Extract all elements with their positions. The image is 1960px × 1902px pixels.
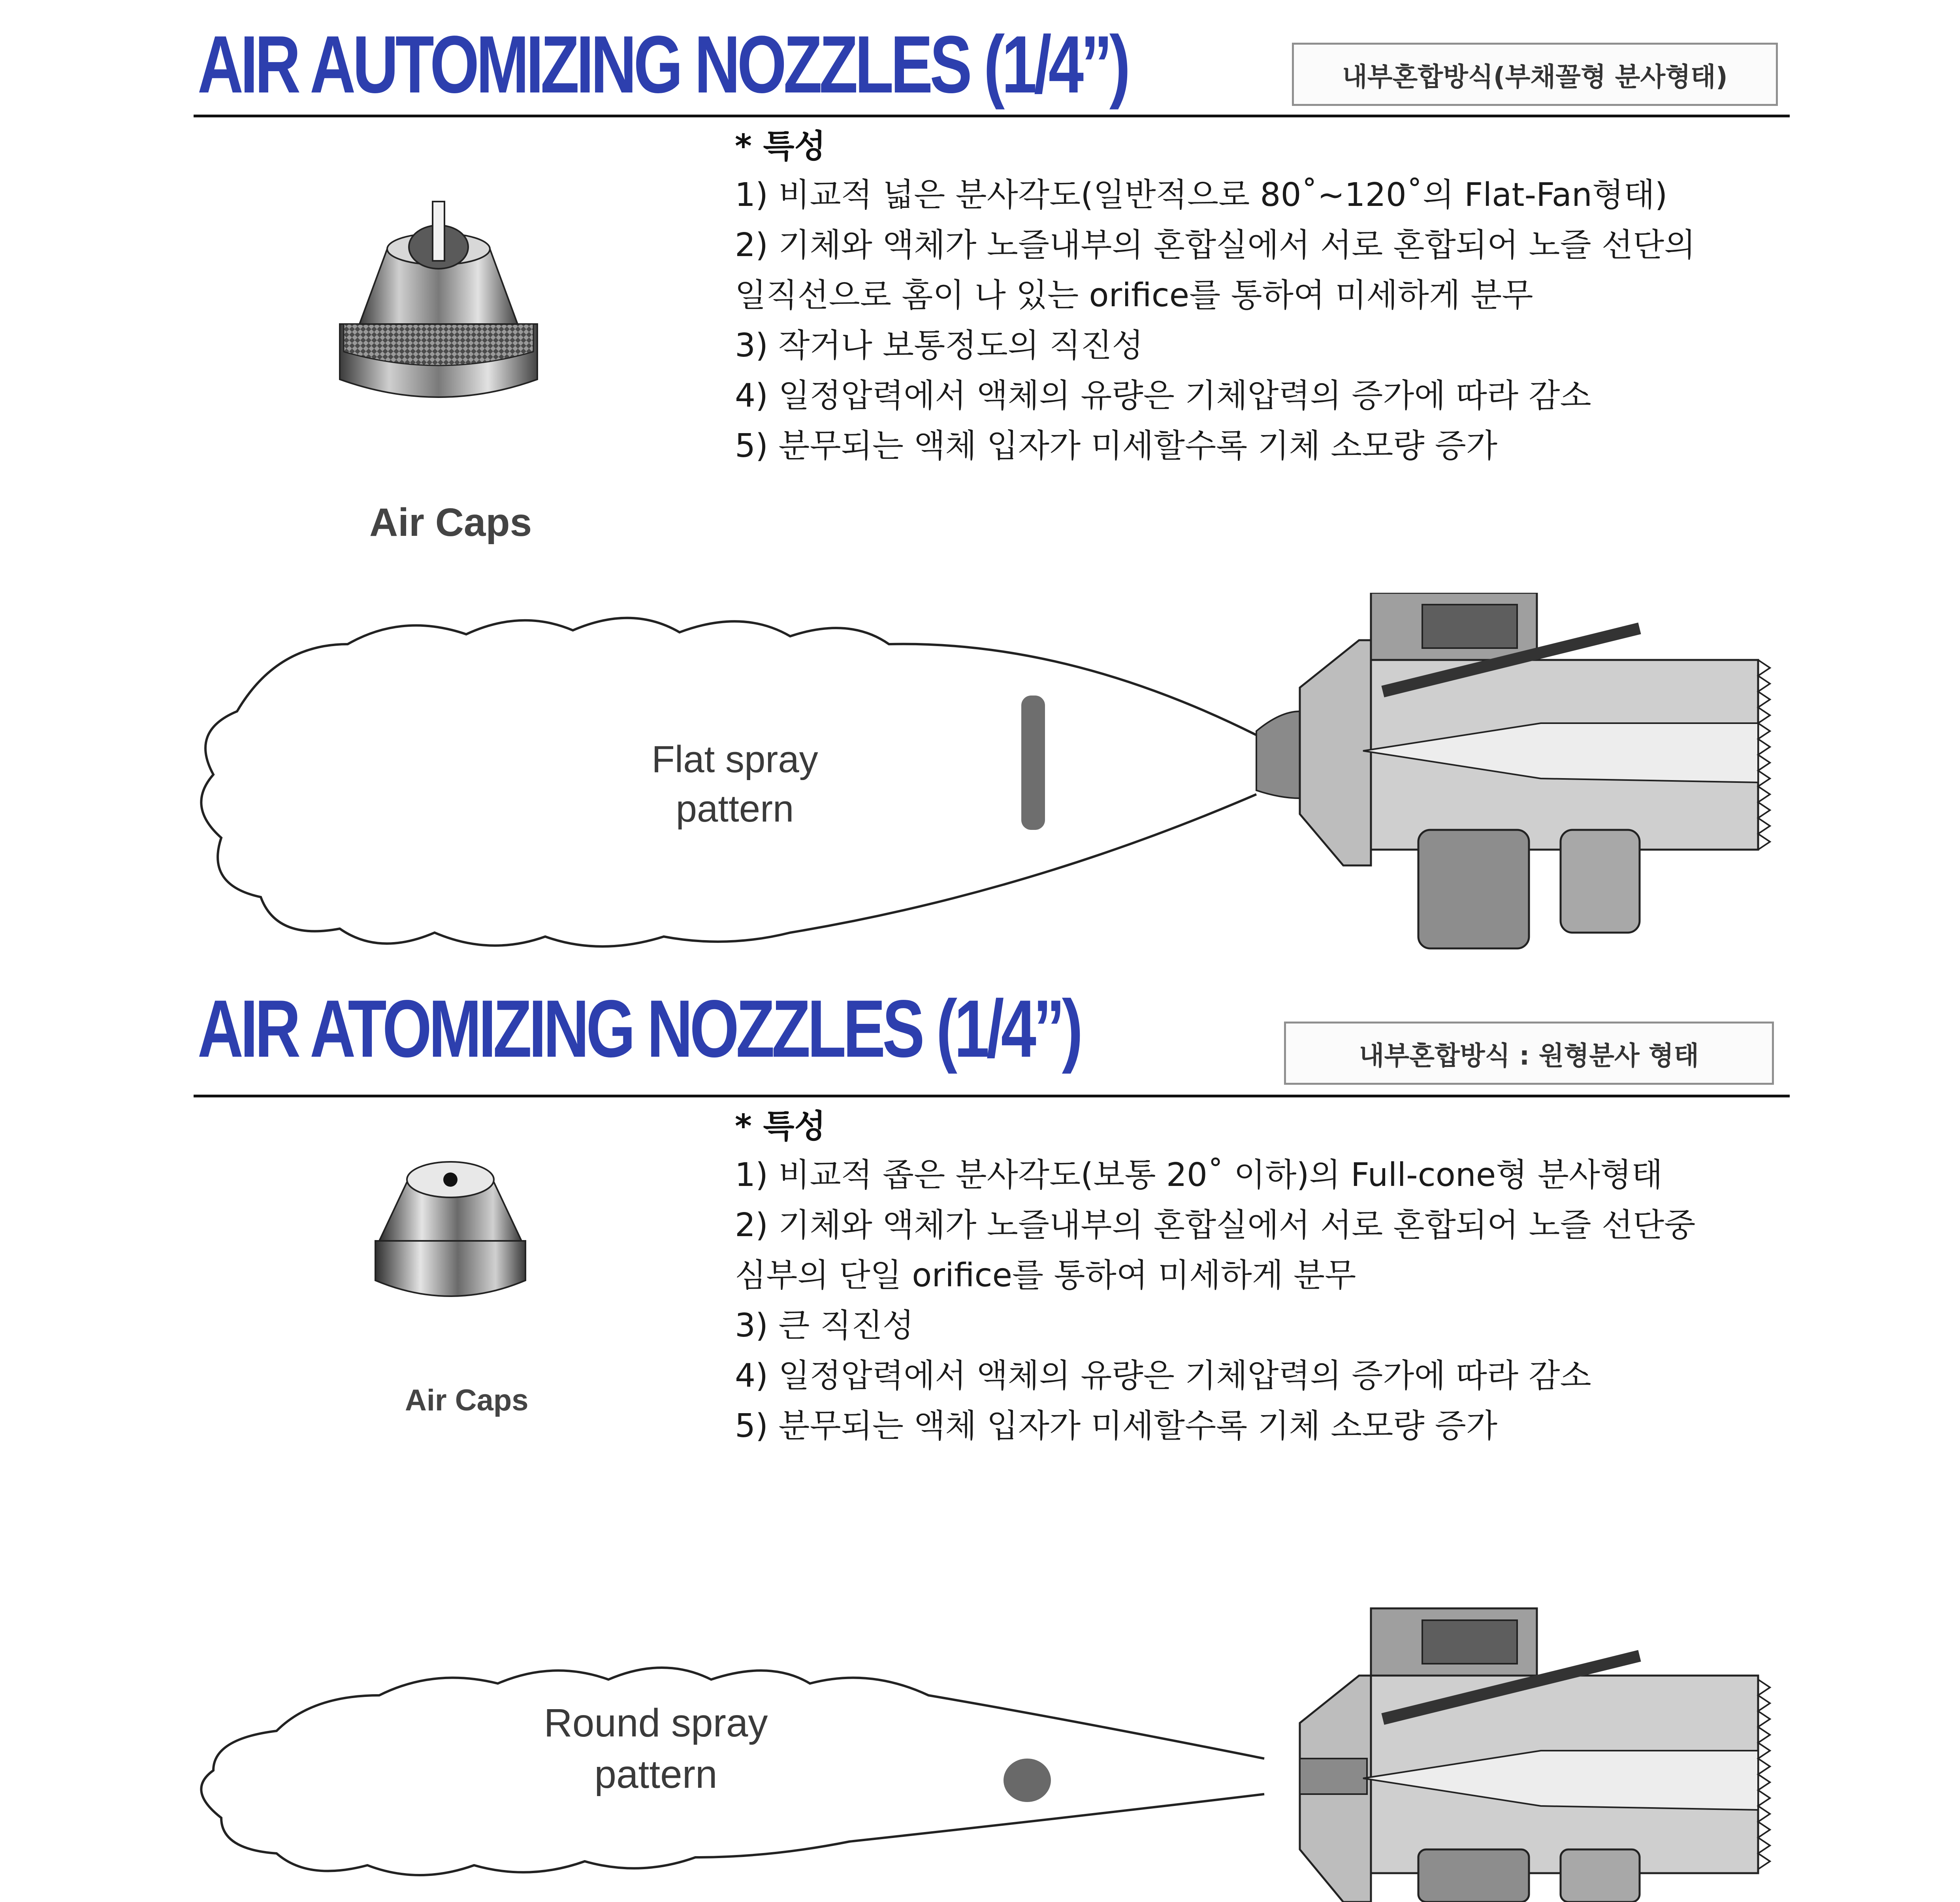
spray-pattern-label: [525, 1697, 786, 1800]
feature-item: 1) 비교적 넓은 분사각도(일반적으로 80˚~120˚의 Flat-Fan형태): [735, 176, 1668, 214]
air-cap-flat-illustration: [316, 194, 561, 439]
mixing-type-badge: 내부혼합방식(부채꼴형 분사형태): [1292, 43, 1778, 106]
flat-spray-outline: [0, 593, 1960, 964]
heading-divider: [194, 1095, 1790, 1097]
feature-item: 4) 일정압력에서 액체의 유량은 기체압력의 증가에 따라 감소: [735, 1357, 1591, 1395]
spray-label-line1: Round spray: [544, 1701, 768, 1745]
features-list: [735, 1150, 1762, 1451]
air-caps-label: Air Caps: [405, 1384, 529, 1417]
feature-item: 5) 분무되는 액체 입자가 미세할수록 기체 소모량 증가: [735, 1407, 1498, 1445]
spray-label-line2: pattern: [594, 1752, 717, 1796]
section-heading: AIR ATOMIZING NOZZLES (1/4”): [198, 983, 1080, 1074]
round-nozzle-section: [0, 964, 1960, 1902]
feature-item: 2) 기체와 액체가 노즐내부의 혼합실에서 서로 혼합되어 노즐 선단의: [735, 226, 1696, 264]
spray-label-line2: pattern: [676, 787, 794, 830]
air-cap-round-illustration: [367, 1150, 533, 1316]
nozzle-cross-section: [1300, 593, 1770, 948]
feature-item: 일직선으로 홈이 나 있는 orifice를 통하여 미세하게 분무: [735, 277, 1533, 314]
feature-item: 2) 기체와 액체가 노즐내부의 혼합실에서 서로 혼합되어 노즐 선단중: [735, 1206, 1696, 1244]
features-title: * 특성: [735, 128, 826, 165]
feature-item: 심부의 단일 orifice를 통하여 미세하게 분무: [735, 1257, 1356, 1294]
section-heading: AIR AUTOMIZING NOZZLES (1/4”): [198, 19, 1128, 110]
feature-item: 5) 분무되는 액체 입자가 미세할수록 기체 소모량 증가: [735, 427, 1498, 465]
features-list: [735, 170, 1762, 471]
nozzle-cross-section: [1300, 1608, 1770, 1902]
feature-item: 3) 작거나 보통정도의 직진성: [735, 327, 1143, 364]
feature-item: 3) 큰 직진성: [735, 1307, 914, 1344]
round-spray-diagram: [0, 1565, 1960, 1902]
spray-label-line1: Flat spray: [651, 738, 818, 780]
heading-divider: [194, 115, 1790, 117]
spray-pattern-label: [632, 735, 838, 834]
air-caps-label: Air Caps: [369, 500, 532, 545]
feature-item: 1) 비교적 좁은 분사각도(보통 20˚ 이하)의 Full-cone형 분사형태: [735, 1156, 1663, 1194]
round-spray-outline: [0, 1565, 1960, 1902]
feature-item: 4) 일정압력에서 액체의 유량은 기체압력의 증가에 따라 감소: [735, 377, 1591, 415]
mixing-type-badge: 내부혼합방식 : 원형분사 형태: [1284, 1022, 1774, 1085]
features-title: * 특성: [735, 1108, 826, 1145]
flat-spray-diagram: [0, 593, 1960, 964]
